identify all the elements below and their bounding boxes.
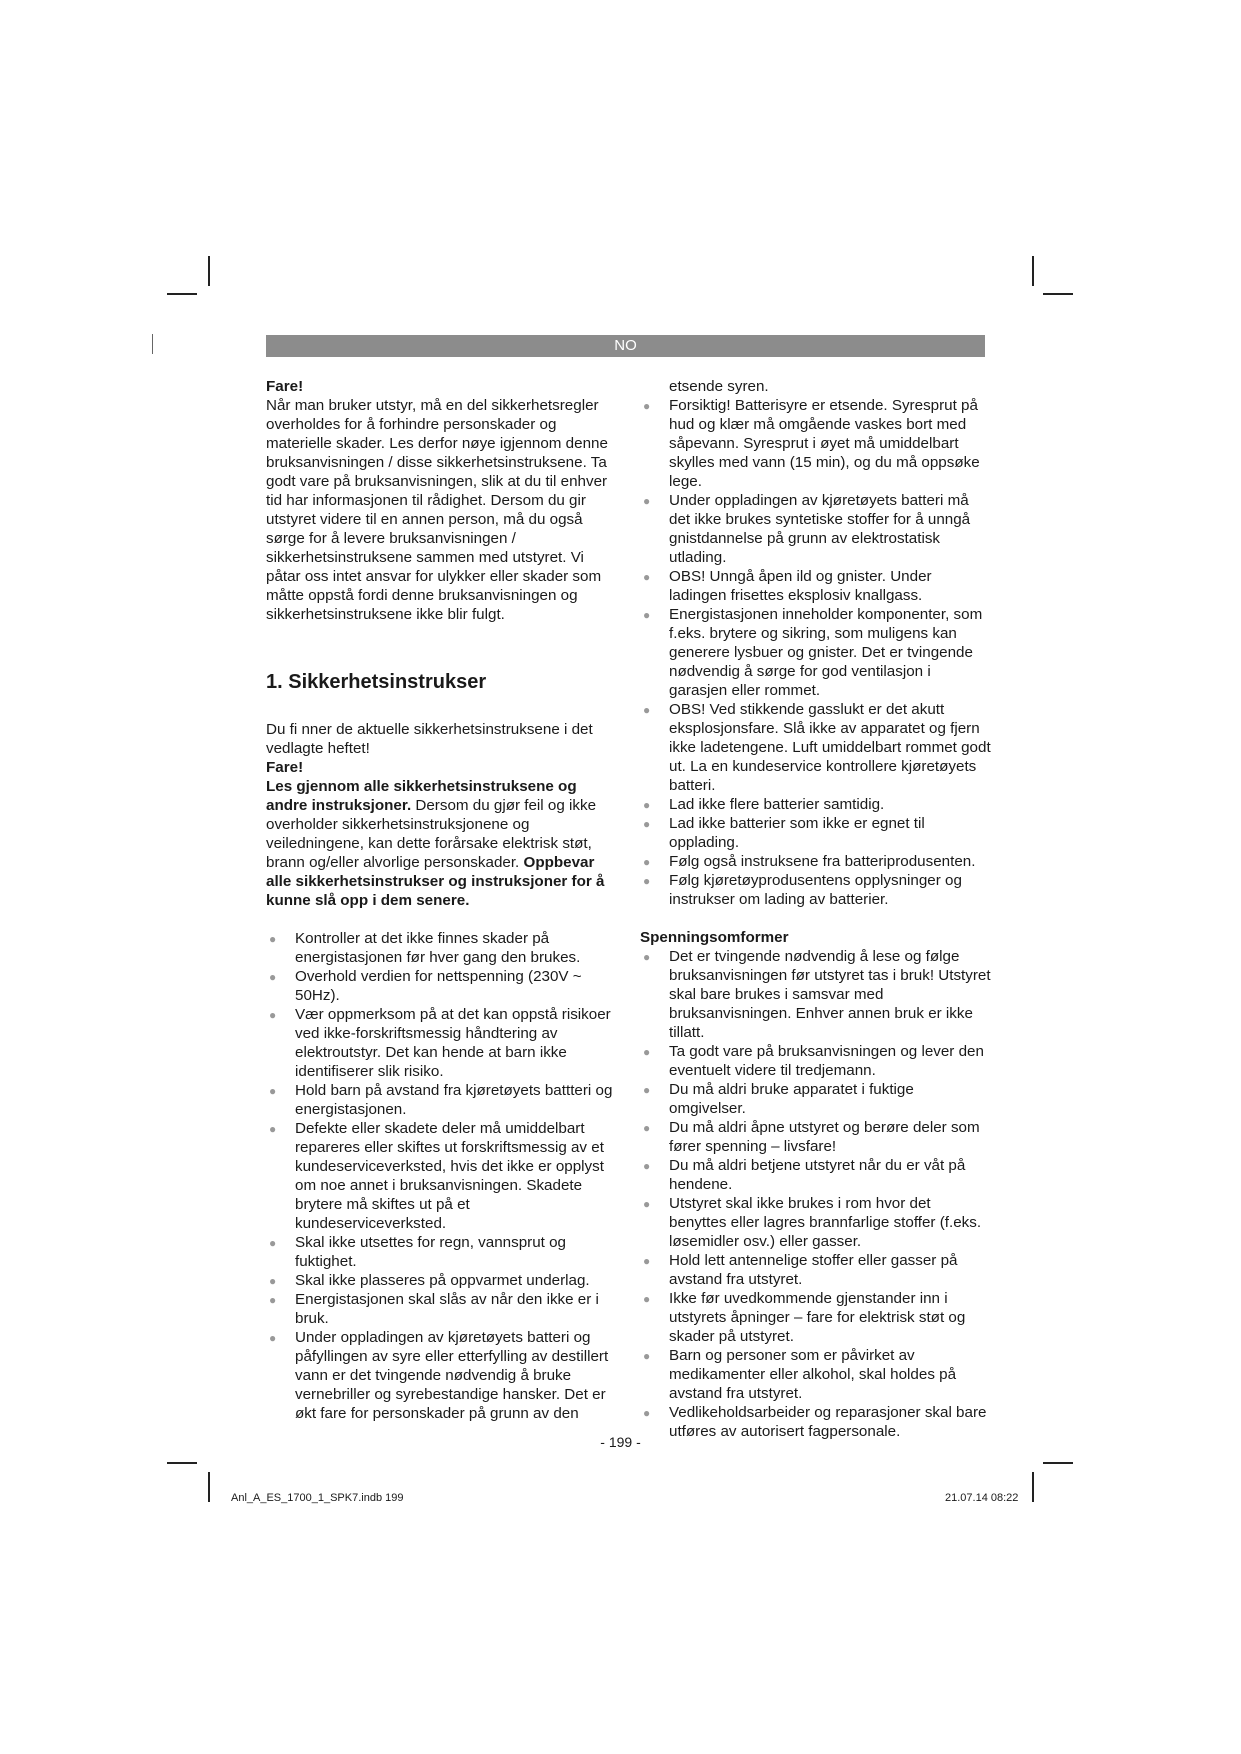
list-item: ● Overhold verdien for nettspenning (230V ~ 50Hz). [269, 968, 582, 1004]
list-item: ● Ikke før uvedkommende gjenstander inn i utstyrets åpninger – fare for elektrisk støt og skader på utstyret. [643, 1290, 966, 1345]
bullet-icon: ● [643, 855, 651, 869]
left-bullet-list [266, 929, 618, 1423]
instructions-middle: Dersom du gjør feil og ikke overholder sikkerhetsinstruksjonene og veiledningene, kan dette forårsake elektrisk støt, brann og/eller alvorlige personskader. [266, 797, 597, 871]
bullet-icon: ● [643, 874, 651, 888]
bullet-icon: ● [643, 1254, 651, 1268]
bullet-icon: ● [269, 1236, 277, 1250]
bullet-icon: ● [643, 817, 651, 831]
bullet-icon: ● [269, 932, 277, 946]
list-item: ● Hold lett antennelige stoffer eller gasser på avstand fra utstyret. [643, 1252, 958, 1288]
bullet-icon: ● [643, 1197, 651, 1211]
bullet-icon: ● [643, 399, 651, 413]
bullet-icon: ● [643, 1406, 651, 1420]
language-header-bar [266, 335, 985, 357]
bullet-icon: ● [643, 1121, 651, 1135]
list-item: ● Forsiktig! Batterisyre er etsende. Syresprut på hud og klær må omgående vaskes bort med såpevann. Syresprut i øyet må umiddelbart skylles med vann (15 min), og du må oppsøke lege. [643, 397, 980, 490]
list-item: ● Følg også instruksene fra batteriprodusenten. [643, 853, 976, 870]
crop-mark-tr-vertical [1032, 256, 1034, 286]
list-item: ● Vedlikeholdsarbeider og reparasjoner skal bare utføres av autorisert fagpersonale. [643, 1404, 987, 1440]
language-label: NO [614, 337, 637, 354]
list-item: ● Du må aldri åpne utstyret og berøre deler som fører spenning – livsfare! [643, 1119, 980, 1155]
crop-mark-bl-horizontal [167, 1462, 197, 1464]
bullet-icon: ● [269, 1084, 277, 1098]
bullet-icon: ● [643, 703, 651, 717]
list-item: ● Vær oppmerksom på at det kan oppstå risikoer ved ikke-forskriftsmessig håndtering av elektroutstyr. Det kan hende at barn ikke identifiserer slik risiko. [269, 1006, 611, 1080]
crop-mark-br-horizontal [1043, 1462, 1073, 1464]
footer-datetime: 21.07.14 08:22 [945, 1492, 1019, 1504]
list-item: ● Skal ikke utsettes for regn, vannsprut og fuktighet. [269, 1234, 566, 1270]
list-item: ● Skal ikke plasseres på oppvarmet underlag. [269, 1272, 590, 1289]
warning-text: Når man bruker utstyr, må en del sikkerhetsregler overholdes for å forhindre personskader og materielle skader. Les derfor nøye igjennom denne bruksanvisningen / disse sikkerhetsinstruksene. Ta godt vare på bruksanvisningen, slik at du til enhver tid har informasjonen til rådighet. Dersom du gir utstyret videre til en annen person, må du også sørge for å levere bruksanvisningen / sikkerhetsinstruksene sammen med utstyret. Vi påtar oss intet ansvar for ulykker eller skader som måtte oppstå fordi denne bruksanvisningen og sikkerhetsinstruksene ikke blir fulgt. [266, 397, 608, 623]
crop-mark-tl-vertical [208, 256, 210, 286]
bullet-icon: ● [269, 1293, 277, 1307]
warning-title: Fare! [266, 378, 304, 395]
bullet-icon: ● [643, 608, 651, 622]
intro-text: Du fi nner de aktuelle sikkerhetsinstruksene i det vedlagte heftet! [266, 721, 593, 757]
bullet-icon: ● [643, 1083, 651, 1097]
list-item: ● Energistasjonen inneholder komponenter, som f.eks. brytere og sikring, som muligens kan generere lysbuer og gnister. Det er tvingende nødvendig å sørge for god ventilasjon i garasjen eller rommet. [643, 606, 983, 699]
list-item: ● Det er tvingende nødvendig å lese og følge bruksanvisningen før utstyret tas i bruk! Utstyret skal bare brukes i samsvar med bruksanvisningen. Enhver annen bruk er ikke tillatt. [643, 948, 991, 1041]
section-title: 1. Sikkerhetsinstrukser [266, 671, 487, 693]
continuation-text: etsende syren. [669, 378, 769, 395]
page-number: - 199 - [600, 1434, 641, 1450]
list-item: ● Defekte eller skadete deler må umiddelbart repareres eller skiftes ut forskriftsmessig av et kundeserviceverksted, hvis det ikke er opplyst om noe annet i bruksanvisningen. Skadete brytere må skiftes ut på et kundeserviceverksted. [269, 1120, 604, 1232]
bullet-icon: ● [269, 970, 277, 984]
list-item: ● OBS! Ved stikkende gasslukt er det akutt eksplosjonsfare. Slå ikke av apparatet og fjern ikke ladetengene. Luft umiddelbart rommet godt ut. La en kundeservice kontrollere kjøretøyets batteri. [643, 701, 991, 794]
bullet-icon: ● [643, 494, 651, 508]
list-item: ● Ta godt vare på bruksanvisningen og lever den eventuelt videre til tredjemann. [643, 1043, 984, 1079]
footer-file-name: Anl_A_ES_1700_1_SPK7.indb 199 [231, 1492, 404, 1504]
bullet-icon: ● [643, 1292, 651, 1306]
bullet-icon: ● [269, 1008, 277, 1022]
right-bullet-list-2 [640, 947, 992, 1441]
bullet-icon: ● [269, 1331, 277, 1345]
list-item: ● Under oppladingen av kjøretøyets batteri må det ikke brukes syntetiske stoffer for å unngå gnistdannelse på grunn av elektrostatisk utlading. [643, 492, 971, 566]
list-item: ● Utstyret skal ikke brukes i rom hvor det benyttes eller lagres brannfarlige stoffer (f.eks. løsemidler osv.) eller gasser. [643, 1195, 982, 1250]
bullet-icon: ● [643, 1045, 651, 1059]
list-item: ● Energistasjonen skal slås av når den ikke er i bruk. [269, 1291, 599, 1327]
crop-mark-tr-horizontal [1043, 293, 1073, 295]
right-bullet-list [640, 396, 992, 909]
right-column [640, 377, 992, 1441]
list-item: ● Kontroller at det ikke finnes skader på energistasjonen før hver gang den brukes. [269, 930, 581, 966]
bullet-icon: ● [269, 1122, 277, 1136]
crop-mark-left-binding [152, 334, 153, 354]
bullet-icon: ● [643, 798, 651, 812]
bullet-icon: ● [643, 1349, 651, 1363]
list-item: ● Hold barn på avstand fra kjøretøyets battteri og energistasjonen. [269, 1082, 613, 1118]
list-item: ● Barn og personer som er påvirket av medikamenter eller alkohol, skal holdes på avstand fra utstyret. [643, 1347, 957, 1402]
list-item: ● Lad ikke flere batterier samtidig. [643, 796, 885, 813]
bullet-icon: ● [643, 1159, 651, 1173]
list-item: ● Under oppladingen av kjøretøyets batteri og påfyllingen av syre eller etterfylling av destillert vann er det tvingende nødvendig å bruke vernebriller og syrebestandige hansker. Det er økt fare for personskader på grunn av den [269, 1329, 609, 1422]
crop-mark-bl-vertical [208, 1472, 210, 1502]
list-item: ● OBS! Unngå åpen ild og gnister. Under ladingen frisettes eksplosiv knallgass. [643, 568, 932, 604]
list-item: ● Du må aldri bruke apparatet i fuktige omgivelser. [643, 1081, 914, 1117]
bullet-icon: ● [643, 950, 651, 964]
warning-title-2: Fare! [266, 759, 304, 776]
left-column [266, 377, 618, 1423]
instructions-bold-lead: Les gjennom alle sikkerhetsinstruksene og andre instruksjoner. [266, 778, 577, 814]
bullet-icon: ● [643, 570, 651, 584]
subheading-spenningsomformer: Spenningsomformer [640, 929, 789, 946]
bullet-icon: ● [269, 1274, 277, 1288]
crop-mark-br-vertical [1032, 1472, 1034, 1502]
crop-mark-tl-horizontal [167, 293, 197, 295]
instructions-bold-tail: Oppbevar alle sikkerhetsinstrukser og instruksjoner for å kunne slå opp i dem senere. [266, 854, 605, 909]
list-item: ● Lad ikke batterier som ikke er egnet til opplading. [643, 815, 925, 851]
list-item: ● Følg kjøretøyprodusentens opplysninger og instrukser om lading av batterier. [643, 872, 962, 908]
list-item: ● Du må aldri betjene utstyret når du er våt på hendene. [643, 1157, 966, 1193]
instructions-paragraph [266, 777, 618, 910]
